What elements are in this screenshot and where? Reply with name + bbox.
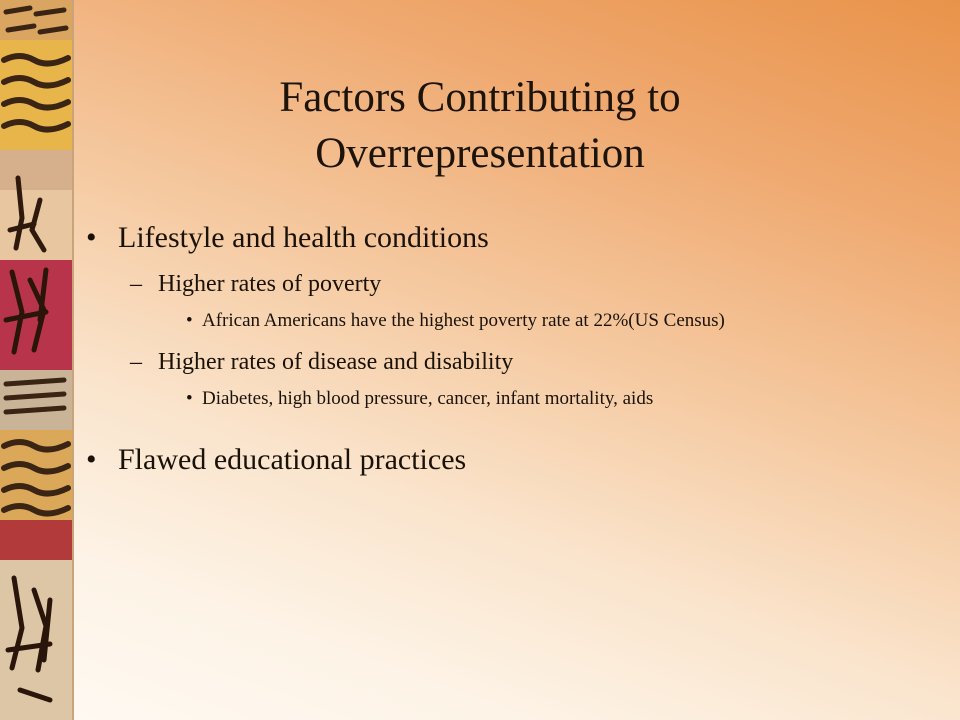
- title-line-1: Factors Contributing to: [279, 74, 681, 121]
- bullet-level2-disease: [80, 344, 880, 380]
- title-line-2: Overrepresentation: [315, 130, 645, 177]
- bullet-marker: •: [186, 388, 193, 409]
- dash-marker: –: [130, 271, 142, 297]
- bullet-level1-lifestyle: [80, 214, 880, 262]
- bullet-text: Lifestyle and health conditions: [118, 221, 489, 254]
- bullet-text: Diabetes, high blood pressure, cancer, infant mortality, aids: [202, 388, 654, 409]
- bullet-marker: •: [86, 443, 97, 476]
- bullet-marker: •: [86, 221, 97, 254]
- tribal-pattern-icon: [0, 0, 72, 720]
- bullet-marker: •: [186, 310, 193, 331]
- bullet-level1-education: [80, 436, 880, 484]
- dash-marker: –: [130, 349, 142, 375]
- decorative-border-strip: [0, 0, 74, 720]
- bullet-level2-poverty: [80, 266, 880, 302]
- slide-title: [200, 70, 760, 182]
- bullet-level3-conditions: [80, 386, 852, 412]
- bullet-text: Flawed educational practices: [118, 443, 467, 476]
- bullet-text: Higher rates of poverty: [158, 271, 382, 297]
- spacer: [80, 422, 880, 436]
- bullet-level3-poverty-rate: [80, 308, 852, 334]
- slide-body: [80, 214, 880, 484]
- bullet-text: Higher rates of disease and disability: [158, 349, 514, 375]
- bullet-text: African Americans have the highest poverty rate at 22%(US Census): [202, 310, 725, 331]
